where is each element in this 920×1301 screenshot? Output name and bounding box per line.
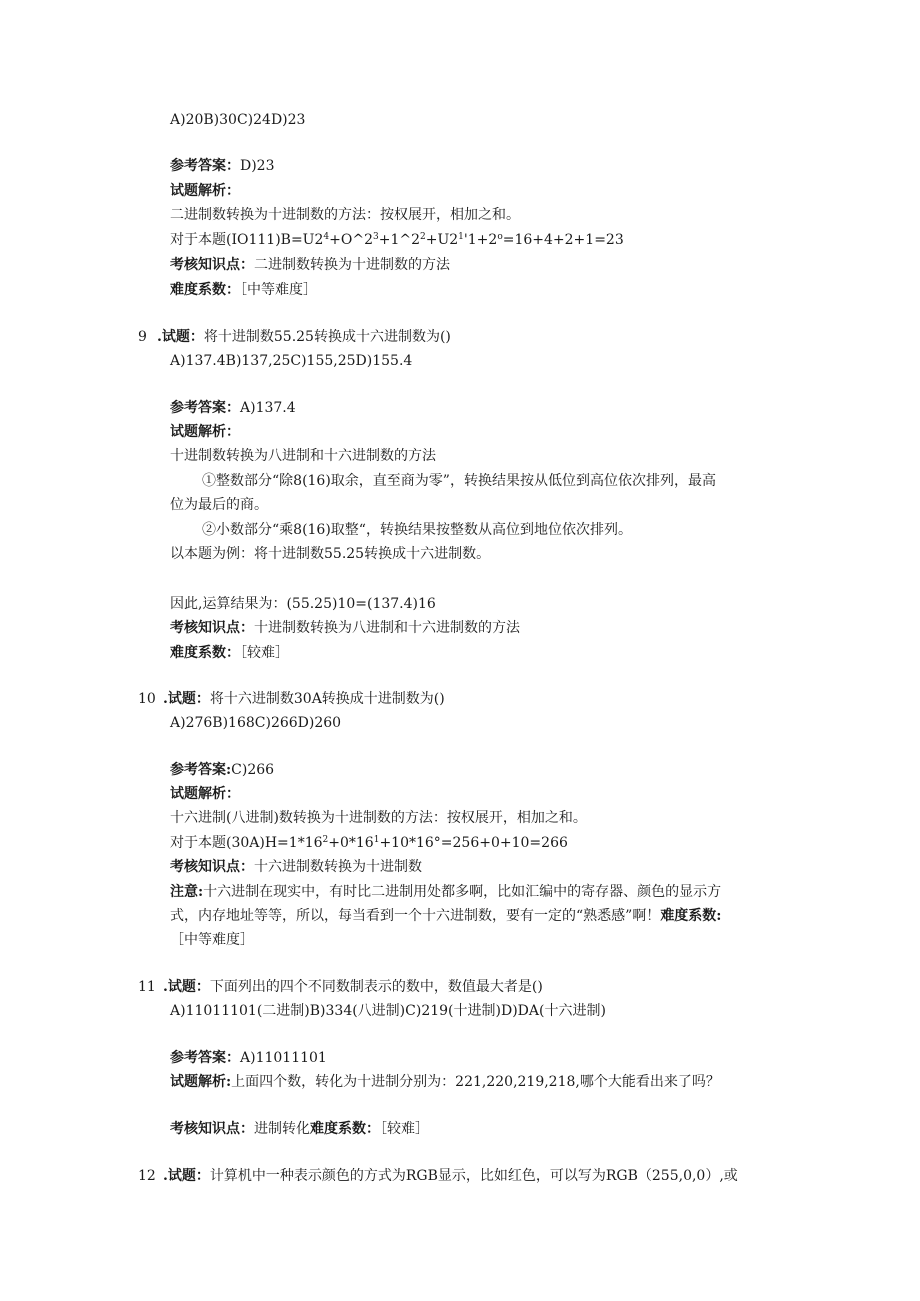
q8-analysis-2: 对于本题$(IO111)B=U2^4+O\^{}2^3+1\^{}2^2+U2^1'1+2^o=16+4+2+1=23$ — [170, 232, 624, 248]
q9-analysis-4: ②小数部分“乘8(16)取整“，转换结果按整数从高位到地位依次排列。 — [202, 522, 632, 538]
q10-difficulty: ［中等难度］ — [170, 932, 254, 948]
q8-answer — [170, 156, 275, 176]
difficulty-label: 难度系数： — [310, 1121, 380, 1137]
note-label: 注意: — [170, 884, 204, 900]
q12-number: 12 — [138, 1168, 156, 1184]
q11-answer — [170, 1048, 327, 1068]
difficulty-label: 难度系数: — [660, 908, 722, 924]
q9-knowledge — [170, 618, 520, 638]
knowledge-value: 十进制数转换为八进制和十六进制数的方法 — [254, 620, 520, 636]
q9-options: A)137.4B)137,25C)155,25D)155.4 — [170, 353, 413, 369]
answer-label: 参考答案： — [170, 1050, 240, 1066]
q9-question — [157, 327, 451, 347]
q10-number: 10 — [138, 691, 156, 707]
question-label: .试题： — [157, 329, 204, 345]
knowledge-value: 进制转化 — [254, 1121, 310, 1137]
knowledge-value: 二进制数转换为十进制数的方法 — [254, 257, 450, 273]
knowledge-label: 考核知识点： — [170, 257, 254, 273]
q8-knowledge — [170, 255, 450, 275]
knowledge-label: 考核知识点： — [170, 1121, 254, 1137]
answer-value: A)11011101 — [240, 1050, 327, 1066]
answer-value: A)137.4 — [240, 400, 296, 416]
q11-number: 11 — [138, 979, 156, 995]
q9-analysis-6: 因此,运算结果为：(55.25)10=(137.4)16 — [170, 596, 436, 612]
q9-analysis-1: 十进制数转换为八进制和十六进制数的方法 — [170, 448, 436, 464]
difficulty-label: 难度系数： — [170, 282, 240, 298]
q10-note-1 — [170, 882, 721, 902]
q9-answer — [170, 398, 296, 418]
answer-label: 参考答案: — [170, 762, 232, 778]
q9-difficulty — [170, 643, 289, 663]
analysis-text: 上面四个数，转化为十进制分别为：221,220,219,218,哪个大能看出来了吗？ — [231, 1074, 720, 1090]
q11-knowledge-difficulty — [170, 1119, 429, 1139]
knowledge-label: 考核知识点： — [170, 859, 254, 875]
answer-value: D)23 — [240, 158, 275, 174]
q10-answer — [170, 760, 274, 780]
q8-analysis-1: 二进制数转换为十进制数的方法：按权展开，相加之和。 — [170, 207, 520, 223]
question-label: .试题： — [163, 691, 210, 707]
q9-analysis-label: 试题解析： — [170, 424, 240, 440]
q9-analysis-5: 以本题为例：将十进制数55.25转换成十六进制数。 — [170, 546, 491, 562]
q10-analysis-1: 十六进制(八进制)数转换为十进制数的方法：按权展开，相加之和。 — [170, 810, 587, 826]
q11-options: A)11011101(二进制)B)334(八进制)C)219(十进制)D)DA(十六进制) — [170, 1003, 606, 1019]
question-text: 下面列出的四个不同数制表示的数中，数值最大者是() — [209, 979, 543, 995]
q10-question — [163, 689, 445, 709]
question-text: 将十进制数55.25转换成十六进制数为() — [203, 329, 451, 345]
q10-note-2: 式，内存地址等等，所以，每当看到一个十六进制数，要有一定的“熟悉感”啊！难度系数: — [170, 908, 722, 924]
q8-difficulty — [170, 280, 317, 300]
q8-analysis-label: 试题解析： — [170, 183, 240, 199]
answer-label: 参考答案： — [170, 400, 240, 416]
q8-options: A)20B)30C)24D)23 — [170, 112, 306, 128]
note-text: 十六进制在现实中，有时比二进制用处都多啊，比如汇编中的寄存器、颜色的显示方 — [203, 884, 722, 900]
q11-analysis — [170, 1072, 720, 1092]
knowledge-label: 考核知识点： — [170, 620, 254, 636]
q10-knowledge — [170, 857, 422, 877]
answer-value: C)266 — [231, 762, 275, 778]
difficulty-value: ［较难］ — [380, 1121, 429, 1137]
q10-analysis-2: 对于本题$(30A)H=1*16^2+0*16^1+10*16^\circ=256+0+10=266$ — [170, 835, 568, 851]
q10-analysis-label: 试题解析： — [170, 786, 240, 802]
question-label: .试题： — [163, 979, 210, 995]
knowledge-value: 十六进制数转换为十进制数 — [254, 859, 422, 875]
question-text: 计算机中一种表示颜色的方式为RGB显示，比如红色，可以写为RGB（255,0,0）,或 — [209, 1168, 738, 1184]
q9-analysis-3: 位为最后的商。 — [170, 497, 268, 513]
question-text: 将十六进制数30A转换成十进制数为() — [209, 691, 445, 707]
q11-question — [163, 977, 543, 997]
answer-label: 参考答案： — [170, 158, 240, 174]
analysis-label: 试题解析: — [170, 1074, 232, 1090]
difficulty-value: ［较难］ — [240, 645, 289, 661]
q12-question — [163, 1166, 738, 1186]
difficulty-label: 难度系数： — [170, 645, 240, 661]
q9-analysis-2: ①整数部分“除8(16)取余，直至商为零”，转换结果按从低位到高位依次排列，最高 — [202, 473, 716, 489]
q10-options: A)276B)168C)266D)260 — [170, 715, 342, 731]
question-label: .试题： — [163, 1168, 210, 1184]
difficulty-value: ［中等难度］ — [240, 282, 317, 298]
q9-number: 9 — [138, 329, 147, 345]
